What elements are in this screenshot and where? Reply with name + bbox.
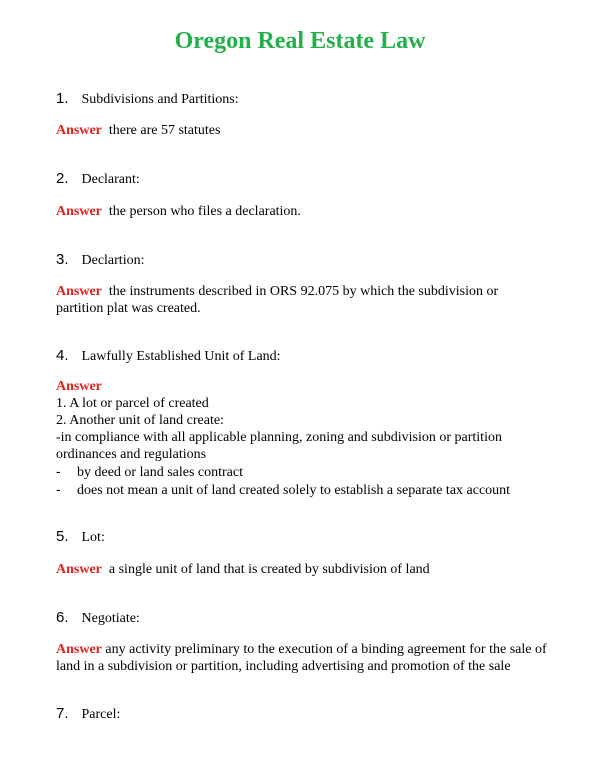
answer-text: any activity preliminary to the execution of a binding agreement for the sale of land in a subdivision or partition, including advertising and promotion of the sale <box>56 642 547 674</box>
answer-text: the instruments described in ORS 92.075 by which the subdivision or partition plat was created. <box>56 284 499 316</box>
answer-6 <box>56 641 556 675</box>
question-term: Subdivisions and Partitions: <box>81 92 239 107</box>
answer-text: the person who files a declaration. <box>108 204 301 219</box>
answer-3 <box>56 283 546 317</box>
question-term: Declartion: <box>81 253 145 268</box>
question-term: Declarant: <box>81 172 140 187</box>
question-term: Negotiate: <box>81 611 140 626</box>
question-5 <box>56 528 105 546</box>
dash-item-text: by deed or land sales contract <box>77 465 243 480</box>
answer-5 <box>56 561 556 578</box>
answer-label: Answer <box>56 123 102 138</box>
answer-line: 1. A lot or parcel of created <box>56 396 209 411</box>
dash-item <box>56 481 566 499</box>
question-6 <box>56 609 140 627</box>
answer-label: Answer <box>56 204 102 219</box>
question-1 <box>56 90 239 108</box>
question-number: 3. <box>56 251 69 268</box>
question-term: Parcel: <box>81 707 121 722</box>
question-number: 1. <box>56 90 69 107</box>
question-3 <box>56 251 144 269</box>
answer-text: there are 57 statutes <box>108 123 221 138</box>
answer-label: Answer <box>56 379 102 394</box>
question-number: 7. <box>56 705 69 722</box>
answer-label: Answer <box>56 642 102 657</box>
answer-dash-main: -in compliance with all applicable planning, zoning and subdivision or partition ordinances and regulations <box>56 430 502 462</box>
answer-2 <box>56 203 556 220</box>
answer-line: 2. Another unit of land create: <box>56 413 224 428</box>
question-4 <box>56 347 281 365</box>
dash-item-text: does not mean a unit of land created solely to establish a separate tax account <box>77 483 511 498</box>
question-number: 5. <box>56 528 69 545</box>
document-title: Oregon Real Estate Law <box>174 28 426 54</box>
answer-1 <box>56 122 556 139</box>
question-number: 4. <box>56 347 69 364</box>
answer-label: Answer <box>56 562 102 577</box>
dash-symbol: - <box>56 481 61 497</box>
question-number: 6. <box>56 609 69 626</box>
answer-4 <box>56 378 566 499</box>
answer-label: Answer <box>56 284 102 299</box>
question-term: Lot: <box>81 530 105 545</box>
question-term: Lawfully Established Unit of Land: <box>81 349 281 364</box>
question-2 <box>56 170 140 188</box>
dash-item <box>56 463 566 481</box>
question-number: 2. <box>56 170 69 187</box>
answer-text: a single unit of land that is created by subdivision of land <box>108 562 430 577</box>
dash-symbol: - <box>56 463 61 479</box>
question-7 <box>56 705 120 723</box>
